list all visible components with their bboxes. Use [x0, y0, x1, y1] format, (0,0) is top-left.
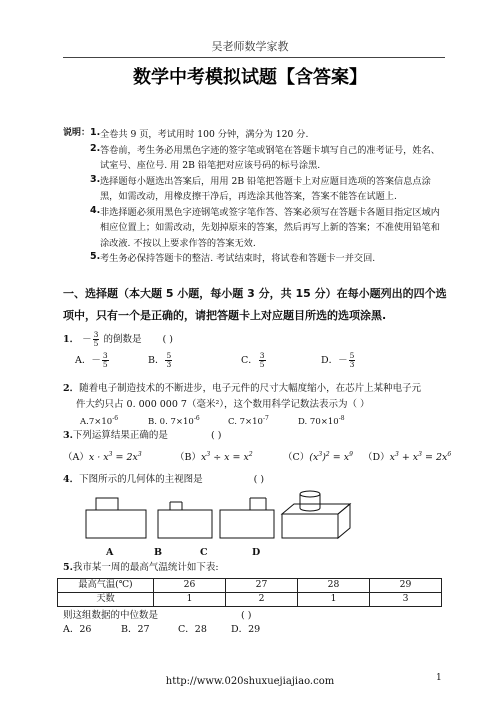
question-stem-cont: 件大约只占 0. 000 000 7（毫米²），这个数用科学记数法表示为（ ）	[76, 399, 370, 410]
option-d: D．－ $\frac{5}{3}$	[321, 351, 355, 369]
figure-label-a: A	[106, 547, 114, 558]
figure-b	[158, 502, 212, 538]
question-stem: 随着电子制造技术的不断进步，电子元件的尺寸大幅度缩小，在芯片上某种电子元	[79, 383, 422, 394]
table-cell: 2	[226, 593, 298, 607]
instruction-number: 2.	[90, 142, 101, 154]
table-cell: 3	[370, 593, 442, 607]
option-b: B． $\frac{5}{3}$	[148, 351, 172, 369]
instruction-text: 非选择题必须用黑色字迹钢笔或签字笔作答、答案必须写在答题卡各题目指定区域内相应位置上；如需改动，先划掉原来的答案，然后再写上新的答案；不准使用铅笔和涂改液. 不按以上要求作答的答案无效.	[100, 206, 440, 249]
answer-paren: ( )	[241, 610, 252, 621]
figure-label-c: C	[200, 547, 208, 558]
question-5-options	[63, 624, 453, 638]
section-heading: 一、选择题（本大题 5 小题，每小题 3 分，共 15 分）在每小题列出的四个选项中，只有一个是正确的，请把答题卡上对应题目所选的选项涂黑.	[63, 287, 447, 322]
instruction-item	[63, 205, 448, 252]
instructions-lead: 说明：	[63, 128, 91, 138]
question-stem: 的倒数是	[103, 334, 142, 345]
option-c: $(C)(x^3)^2 = x^9$	[283, 451, 353, 464]
question-1-options	[75, 352, 455, 376]
option-c: C． $\frac{3}{5}$	[241, 351, 265, 369]
question-2	[63, 381, 453, 413]
question-5-ask	[63, 610, 453, 623]
instruction-text: 全卷共 9 页，考试用时 100 分钟，满分为 120 分.	[100, 129, 309, 140]
option-a: $(A)x \cdot x^3 = 2x^3$	[63, 451, 142, 464]
answer-paren: ( )	[210, 430, 222, 441]
question-stem: 下列运算结果正确的是	[72, 430, 168, 441]
question-2-options	[80, 415, 460, 429]
question-number: 4．	[63, 474, 80, 485]
instruction-number: 5.	[90, 251, 101, 262]
table-row	[58, 579, 442, 593]
question-stem: 则这组数据的中位数是	[63, 610, 159, 621]
table-cell: 27	[226, 579, 298, 593]
page-header: 吴老师数学家教	[211, 40, 289, 53]
option-a: A．－ $\frac{3}{5}$	[75, 351, 108, 369]
table-cell: 1	[298, 593, 370, 607]
question-number: 3.	[63, 430, 73, 441]
fraction: $\frac{3}{5}$	[93, 330, 99, 348]
table-cell: 29	[370, 579, 442, 593]
option-c: C．28	[178, 624, 207, 635]
option-c: C. $7\times 10^{-7}$	[228, 415, 269, 427]
footer-url[interactable]: http://www.020shuxuejiajiao.com	[165, 676, 335, 687]
question-3-options	[63, 451, 453, 467]
table-cell: 26	[154, 579, 226, 593]
table-cell: 28	[298, 579, 370, 593]
instruction-item	[63, 127, 448, 143]
page-title: 数学中考模拟试题【含答案】	[133, 67, 367, 88]
question-number: 2．	[63, 383, 80, 394]
temperature-table	[57, 578, 442, 607]
answer-paren: ( )	[162, 334, 173, 345]
option-d: D. $70\times 10^{-8}$	[298, 415, 345, 427]
instruction-number: 4.	[90, 204, 101, 216]
header-divider	[63, 57, 445, 58]
instructions	[63, 127, 448, 267]
table-cell: 1	[154, 593, 226, 607]
instruction-item	[63, 174, 448, 205]
figure-c	[220, 498, 274, 538]
instruction-text: 选择题每小题选出答案后，用用 2B 铅笔把答题卡上对应题目选项的答案信息点涂黑，如需改动，用橡皮擦干净后，再选涂其他答案，答案不能答在试题上.	[100, 175, 431, 202]
option-d: D．29	[231, 624, 261, 635]
question-1	[63, 331, 453, 348]
option-a: A．26	[63, 624, 92, 635]
table-header-cell: 天数	[58, 593, 154, 607]
question-5	[63, 562, 453, 575]
table-header-cell: 最高气温(℃)	[58, 579, 154, 593]
figure-label-d: D	[252, 547, 261, 558]
question-stem: 下图所示的几何体的主视图是	[79, 474, 203, 485]
answer-paren: ( )	[253, 474, 265, 485]
figure-label-b: B	[154, 547, 163, 558]
question-3	[63, 430, 453, 443]
question-number: 5.	[63, 562, 73, 573]
instruction-number: 3.	[90, 173, 101, 185]
figure-d	[282, 491, 350, 538]
geometry-figures	[70, 488, 360, 548]
instruction-item	[63, 251, 448, 267]
negative-sign: －	[82, 334, 92, 345]
page-number: 1	[436, 673, 442, 683]
instruction-item	[63, 143, 448, 174]
instruction-text: 答卷前，考生务必用黑色字迹的签字笔或钢笔在答题卡填写自己的准考证号，姓名、试室号、座位号. 用 2B 铅笔把对应该号码的标号涂黑.	[100, 144, 440, 171]
table-row	[58, 593, 442, 607]
option-a: $A.7\times 10^{-6}$	[80, 415, 119, 427]
question-number: 1．	[63, 334, 80, 345]
instruction-text: 考生务必保持答题卡的整洁. 考试结束时，将试卷和答题卡一并交回.	[100, 253, 376, 264]
option-b: B．27	[121, 624, 150, 635]
question-4	[63, 474, 453, 487]
figure-a	[86, 498, 146, 538]
option-b: B. 0. $7\times 10^{-6}$	[148, 415, 200, 427]
question-stem: 我市某一周的最高气温统计如下表:	[72, 562, 219, 573]
instruction-number: 1.	[90, 127, 101, 138]
option-d: $(D)x^3 + x^3 = 2x^6$	[363, 451, 452, 464]
option-b: $(B)x^3 \div x = x^2$	[175, 451, 253, 464]
